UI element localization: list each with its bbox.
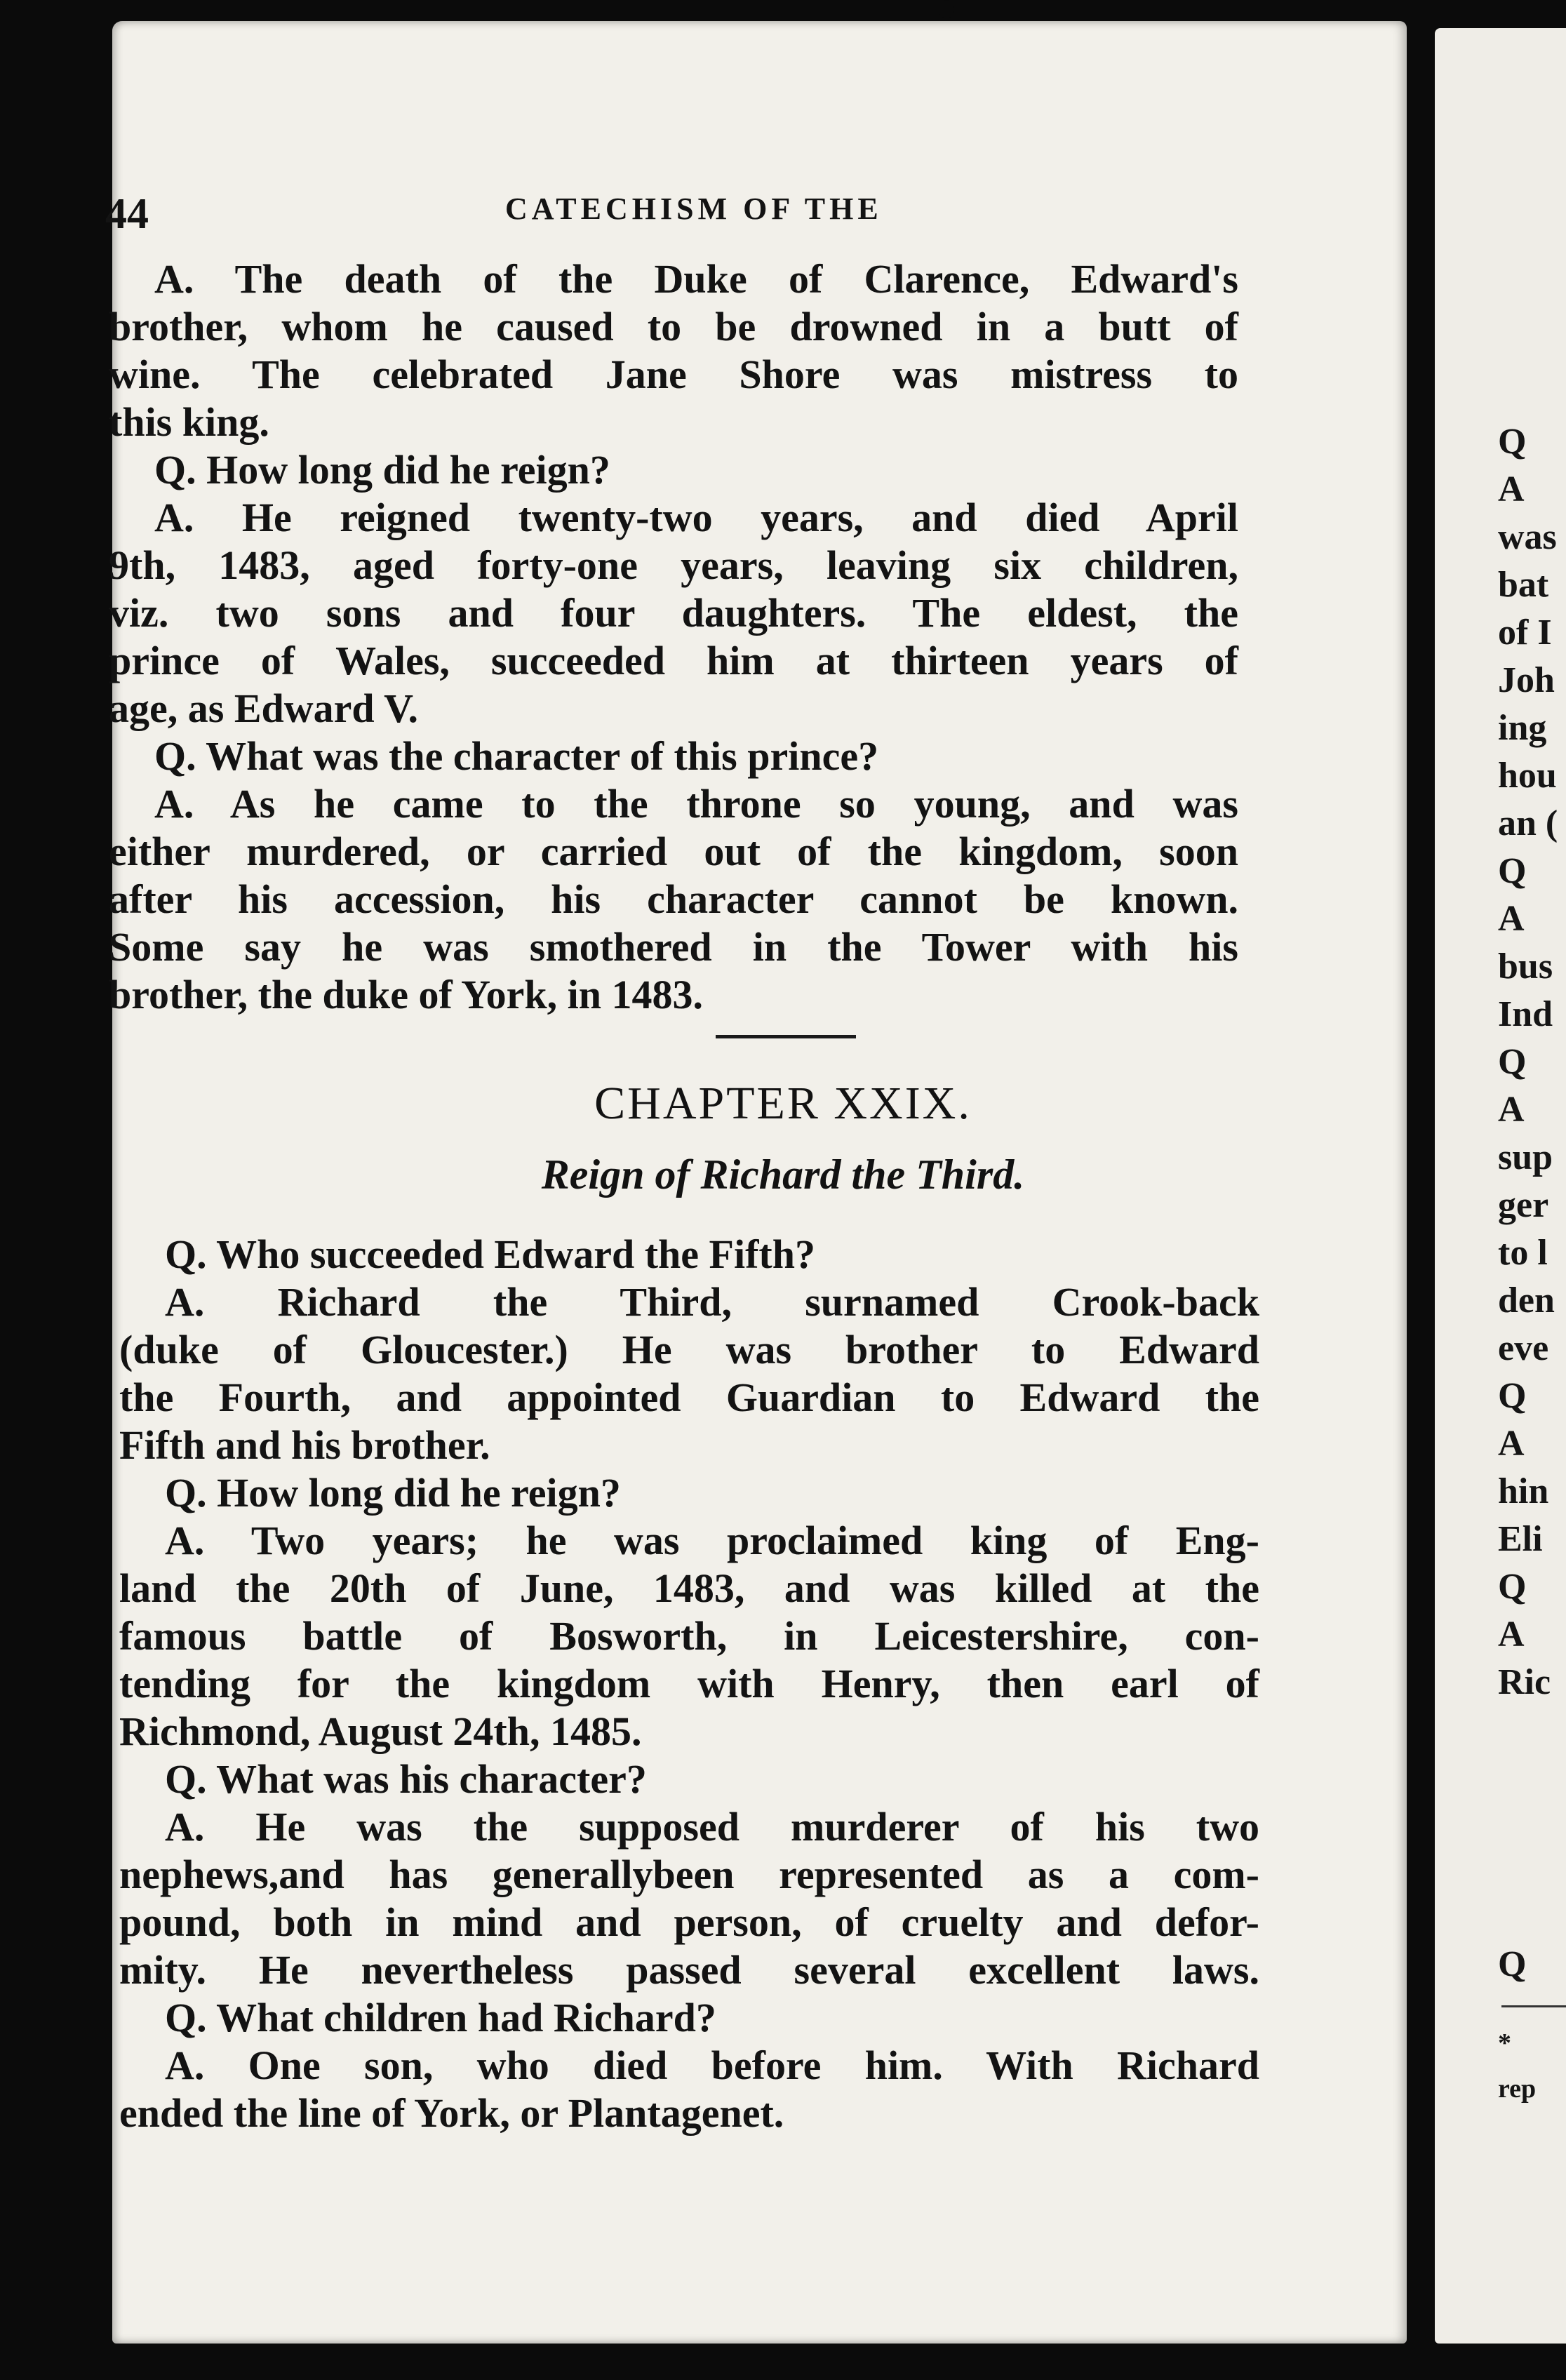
right-page-text-fragment: Joh (1498, 660, 1555, 700)
right-page-footnote-mark: * (1498, 2028, 1511, 2058)
right-page-text-fragment: Q (1498, 851, 1527, 891)
right-page-text-fragment: ing (1498, 708, 1547, 748)
right-page-text-fragment: den (1498, 1281, 1555, 1321)
text-line: Fifth and his brother. (119, 1422, 490, 1468)
text-line: land the 20th of June, 1483, and was killed at the (119, 1565, 1259, 1611)
right-page-text-fragment: Ind (1498, 994, 1553, 1034)
right-page-text-fragment: eve (1498, 1328, 1549, 1368)
text-line: this king. (109, 399, 269, 445)
right-page-text-fragment: of I (1498, 613, 1552, 653)
right-page-text-fragment: Eli (1498, 1519, 1543, 1559)
text-line: Richmond, August 24th, 1485. (119, 1709, 642, 1754)
question-line: Q. What children had Richard? (165, 1995, 716, 2040)
text-line: (duke of Gloucester.) He was brother to Edward (119, 1327, 1259, 1372)
right-page-text-fragment: Q (1498, 1376, 1527, 1416)
text-line: A. He reigned twenty-two years, and died April (154, 495, 1238, 540)
question-line: Q. How long did he reign? (154, 447, 610, 493)
text-line: A. The death of the Duke of Clarence, Edward's (154, 256, 1238, 302)
text-line: either murdered, or carried out of the kingdom, soon (109, 829, 1238, 874)
chapter-title: CHAPTER XXIX. (594, 1078, 972, 1129)
right-page-text-fragment: bat (1498, 565, 1549, 605)
right-page-text-fragment: A (1498, 1614, 1525, 1654)
text-line: brother, whom he caused to be drowned in a butt of (109, 304, 1238, 349)
text-line: tending for the kingdom with Henry, then earl of (119, 1661, 1259, 1706)
text-line: ended the line of York, or Plantagenet. (119, 2090, 784, 2136)
text-line: the Fourth, and appointed Guardian to Edward the (119, 1375, 1259, 1420)
chapter-subtitle: Reign of Richard the Third. (541, 1151, 1025, 1198)
text-line: after his accession, his character cannot be known. (109, 876, 1238, 922)
right-page-text-fragment: hou (1498, 756, 1557, 796)
right-page-text-fragment: Q (1498, 1944, 1527, 1984)
right-page-text-fragment: an ( (1498, 803, 1558, 843)
text-line: A. As he came to the throne so young, and was (154, 781, 1238, 827)
text-line: Some say he was smothered in the Tower with his (109, 924, 1238, 970)
text-line: A. He was the supposed murderer of his two (165, 1804, 1259, 1850)
text-line: age, as Edward V. (109, 686, 419, 731)
question-line: Q. How long did he reign? (165, 1470, 621, 1516)
question-line: Q. Who succeeded Edward the Fifth? (165, 1231, 815, 1277)
right-page-text-fragment: Q (1498, 422, 1527, 462)
text-line: pound, both in mind and person, of cruelty and defor- (119, 1899, 1259, 1945)
text-line: 9th, 1483, aged forty-one years, leaving six children, (109, 542, 1238, 588)
running-head: CATECHISM OF THE (505, 192, 883, 226)
page-number: 44 (105, 190, 149, 238)
right-page-text-fragment: rep (1498, 2074, 1537, 2104)
text-line: A. Two years; he was proclaimed king of Eng- (165, 1518, 1259, 1563)
text-line: viz. two sons and four daughters. The eldest, the (109, 590, 1238, 636)
right-page-text-fragment: A (1498, 1424, 1525, 1464)
text-line: A. Richard the Third, surnamed Crook-back (165, 1279, 1259, 1325)
text-line: brother, the duke of York, in 1483. (109, 972, 704, 1017)
right-page-text-fragment: was (1498, 517, 1557, 557)
right-page-footnote-rule (1501, 2005, 1566, 2007)
text-line: A. One son, who died before him. With Richard (165, 2043, 1259, 2088)
right-page-text-fragment: A (1498, 1090, 1525, 1130)
chapter-divider-rule (716, 1035, 856, 1038)
right-page-text-fragment: Q (1498, 1567, 1527, 1607)
right-page-text-fragment: ger (1498, 1185, 1549, 1225)
text-line: prince of Wales, succeeded him at thirteen years of (109, 638, 1238, 683)
question-line: Q. What was the character of this prince? (154, 733, 879, 779)
text-line: nephews,and has generallybeen represented as a com- (119, 1852, 1259, 1897)
right-page-text-fragment: sup (1498, 1137, 1553, 1177)
right-page-text-fragment: bus (1498, 947, 1553, 987)
right-page-text-fragment: Q (1498, 1042, 1527, 1082)
right-page-text-fragment: to l (1498, 1233, 1548, 1273)
right-page-text-fragment: Ric (1498, 1662, 1551, 1702)
text-line: mity. He nevertheless passed several excellent laws. (119, 1947, 1259, 1993)
right-page-text-fragment: A (1498, 469, 1525, 509)
text-line: famous battle of Bosworth, in Leicestershire, con- (119, 1613, 1259, 1659)
right-page-text-fragment: hin (1498, 1471, 1549, 1511)
text-line: wine. The celebrated Jane Shore was mistress to (109, 352, 1238, 397)
right-page-text-fragment: A (1498, 899, 1525, 939)
question-line: Q. What was his character? (165, 1756, 647, 1802)
scan-artifact (939, 0, 954, 18)
